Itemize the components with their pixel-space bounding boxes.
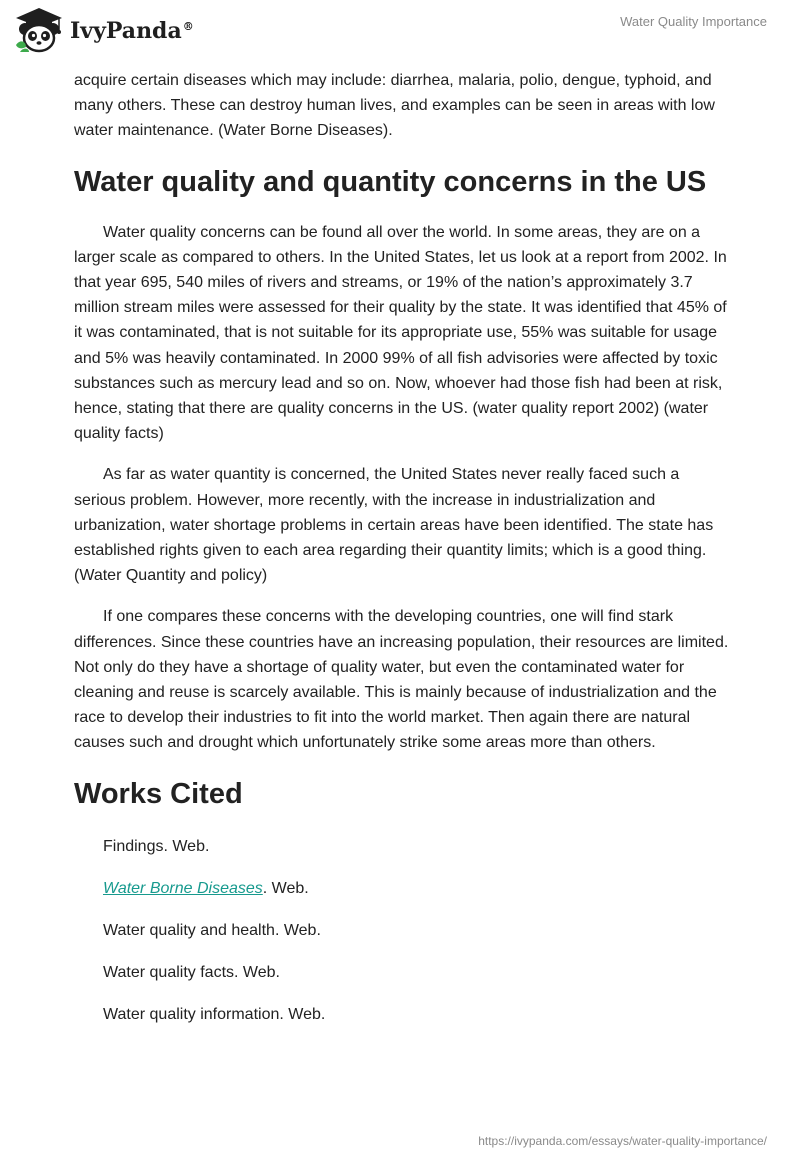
citation-item <box>103 960 734 985</box>
citation-item <box>103 1002 734 1027</box>
citation-item <box>103 834 734 859</box>
panda-graduate-icon <box>14 7 64 53</box>
citation-text: Water quality and health. Web. <box>103 921 321 939</box>
paragraph-water-quantity: As far as water quantity is concerned, the United States never really faced such a serious problem. However, more recently, with the increase in industrialization and urbanization, water shortage problems in certain areas have been identified. The state has established rights given to each area regarding their quantity limits; which is a good thing. (Water Quantity and policy) <box>74 466 714 585</box>
citation-text: Findings. Web. <box>103 837 210 855</box>
citation-link-water-borne-diseases[interactable]: Water Borne Diseases <box>103 879 263 897</box>
citation-text: Water quality facts. Web. <box>103 963 280 981</box>
ivypanda-logo[interactable] <box>14 8 194 52</box>
page-header <box>0 0 800 60</box>
essay-content <box>74 68 734 1044</box>
works-cited-list <box>74 834 734 1027</box>
citation-item <box>103 876 734 901</box>
paragraph-developing-countries: If one compares these concerns with the developing countries, one will find stark differences. Since these countries have an increasing population, their resources are limited. Not only do they have a shortage of quality water, but even the contaminated water for cleaning and reuse is scarcely available. This is mainly because of industrialization and the race to develop their industries to fit into the world market. Then again there are natural causes such and drought which unfortunately strike some areas more than others. <box>74 608 729 752</box>
citation-text: . Web. <box>262 879 309 897</box>
paragraph-water-quality: Water quality concerns can be found all over the world. In some areas, they are on a larger scale as compared to others. In the United States, let us look at a report from 2002. In that year 695, 540 miles of rivers and streams, or 19% of the nation’s approximately 3.7 million stream miles were assessed for their quality by the state. It was identified that 45% of it was contaminated, that is not suitable for its appropriate use, 55% was suitable for usage and 5% was heavily contaminated. In 2000 99% of all fish advisories were affected by toxic substances such as mercury lead and so on. Now, whoever had those fish had been at risk, hence, stating that there are quality concerns in the US. (water quality report 2002) (water quality facts) <box>74 223 727 443</box>
brand-label: IvyPanda <box>70 18 182 44</box>
document-title: Water Quality Importance <box>620 14 767 29</box>
works-cited-heading: Works Cited <box>74 777 243 810</box>
citation-item <box>103 918 734 943</box>
registered-mark: ® <box>182 19 194 33</box>
intro-paragraph: acquire certain diseases which may include: diarrhea, malaria, polio, dengue, typhoid, and many others. These can destroy human lives, and examples can be seen in areas with low water maintenance. (Water Borne Diseases). <box>74 72 715 140</box>
citation-text: Water quality information. Web. <box>103 1005 326 1023</box>
brand-name <box>70 18 194 44</box>
footer-url[interactable]: https://ivypanda.com/essays/water-quality-importance/ <box>478 1134 767 1148</box>
section-heading: Water quality and quantity concerns in the US <box>74 165 707 198</box>
